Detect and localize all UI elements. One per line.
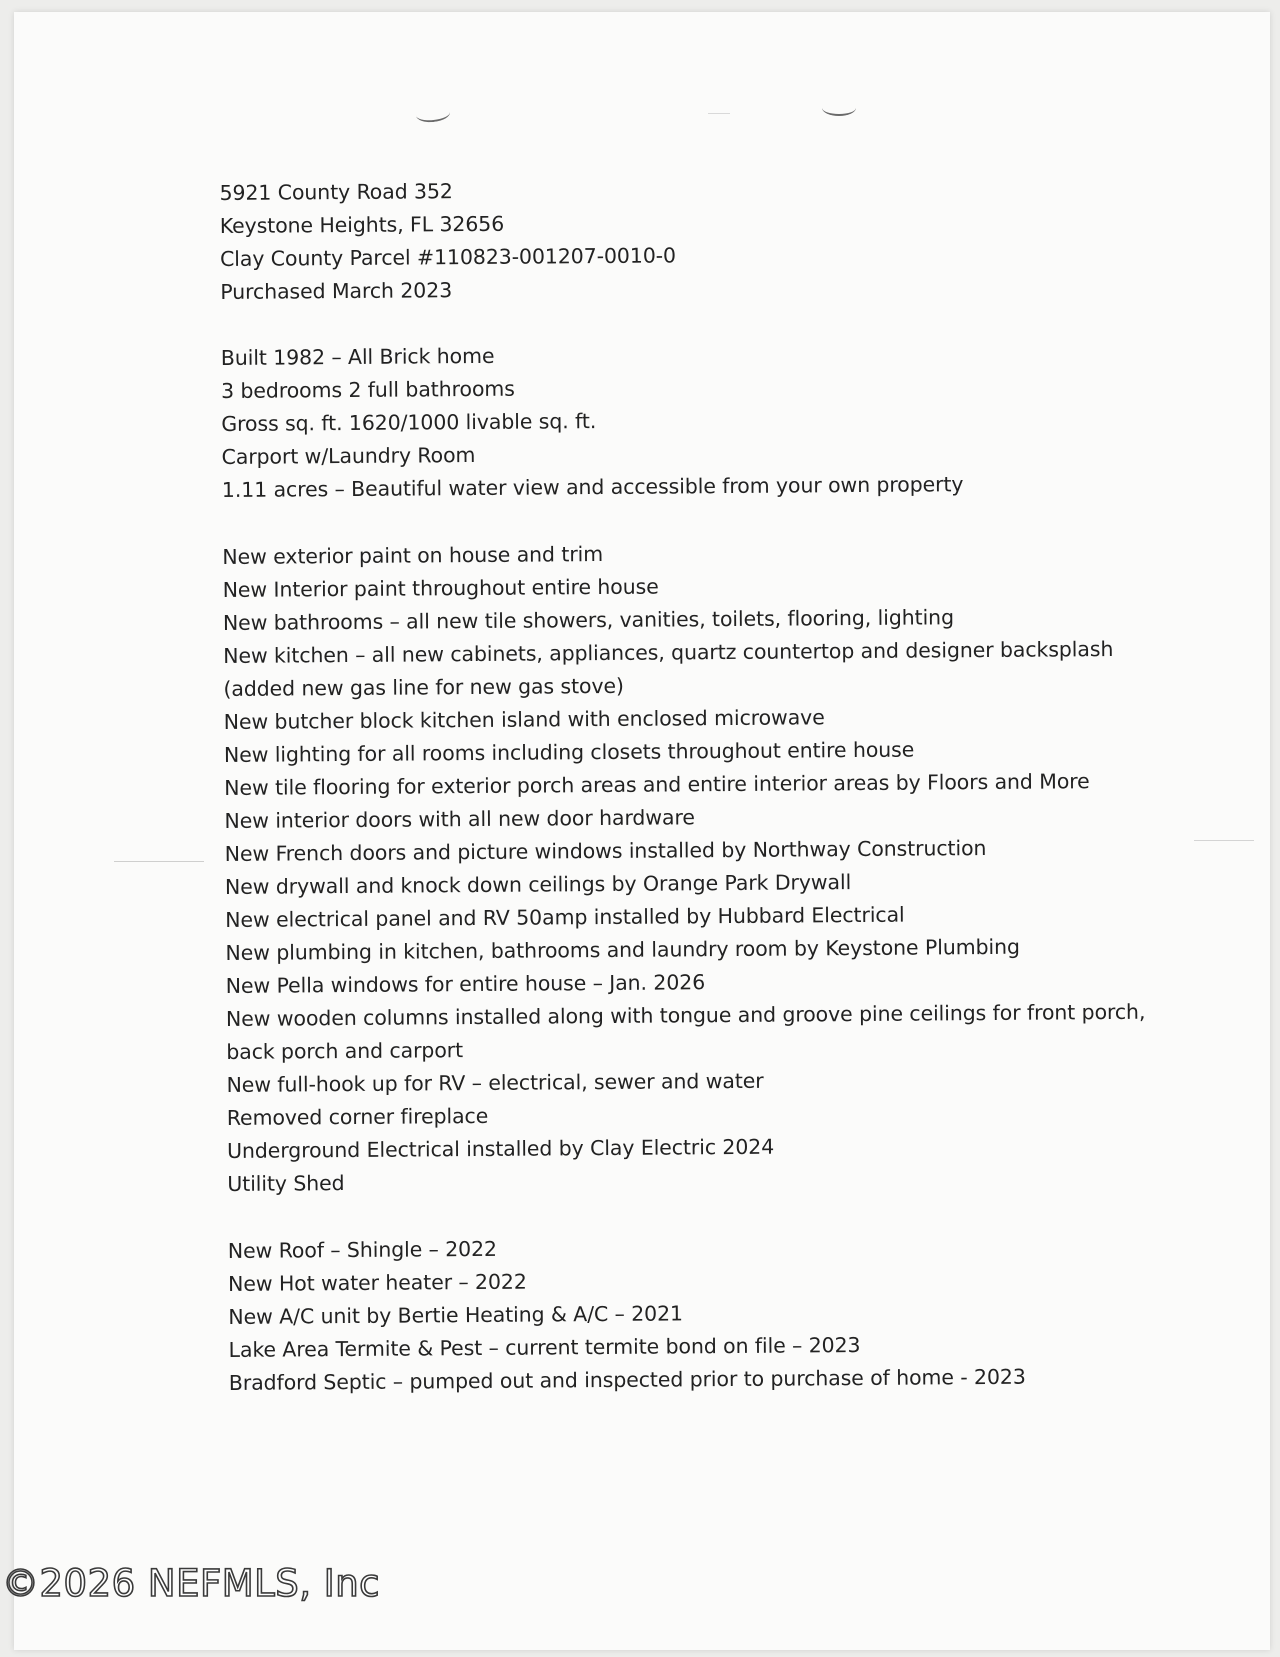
- purchase-date: Purchased March 2023: [220, 278, 453, 304]
- copyright-watermark: ©2026 NEFMLS, Inc: [2, 1562, 381, 1605]
- scan-artifact: [114, 861, 204, 862]
- property-line: Built 1982 – All Brick home: [220, 343, 495, 370]
- improvement-line: New full-hook up for RV – electrical, sewer and water: [226, 1068, 764, 1097]
- improvement-line: New electrical panel and RV 50amp installed by Hubbard Electrical: [225, 902, 905, 932]
- property-line: 1.11 acres – Beautiful water view and accessible from your own property: [221, 472, 964, 502]
- improvement-line: New plumbing in kitchen, bathrooms and laundry room by Keystone Plumbing: [225, 934, 1020, 965]
- address-city: Keystone Heights, FL 32656: [219, 211, 505, 238]
- improvement-line: New lighting for all rooms including closets throughout entire house: [223, 737, 915, 767]
- hole-punch-mark-left: [415, 104, 450, 123]
- improvement-line: New butcher block kitchen island with enclosed microwave: [223, 705, 825, 734]
- system-line: New A/C unit by Bertie Heating & A/C – 2021: [228, 1301, 684, 1329]
- improvement-line: (added new gas line for new gas stove): [223, 673, 624, 701]
- improvement-line: Underground Electrical installed by Clay Electric 2024: [226, 1134, 775, 1163]
- scan-artifact: [708, 113, 730, 114]
- improvement-line: New drywall and knock down ceilings by Orange Park Drywall: [224, 870, 852, 899]
- improvement-line: New French doors and picture windows installed by Northway Construction: [224, 835, 987, 866]
- hole-punch-mark-right: [822, 100, 856, 116]
- property-line: Gross sq. ft. 1620/1000 livable sq. ft.: [221, 409, 597, 436]
- improvement-line: New exterior paint on house and trim: [222, 541, 604, 569]
- scan-artifact: [1194, 840, 1254, 841]
- improvement-line: New kitchen – all new cabinets, appliances, quartz countertop and designer backsplash: [223, 636, 1114, 668]
- address-street: 5921 County Road 352: [219, 179, 453, 205]
- improvement-line: New tile flooring for exterior porch areas and entire interior areas by Floors and More: [224, 769, 1090, 800]
- improvement-line: New wooden columns installed along with tongue and groove pine ceilings for front porch,: [225, 999, 1146, 1031]
- improvement-line: New Pella windows for entire house – Jan. 2026: [225, 970, 706, 998]
- improvement-line: Utility Shed: [227, 1171, 345, 1196]
- improvement-line: New bathrooms – all new tile showers, vanities, toilets, flooring, lighting: [222, 605, 955, 635]
- system-line: Lake Area Termite & Pest – current termite bond on file – 2023: [228, 1332, 861, 1362]
- improvement-line: New Interior paint throughout entire house: [222, 574, 659, 602]
- system-line: New Roof – Shingle – 2022: [227, 1236, 498, 1263]
- parcel-number: Clay County Parcel #110823-001207-0010-0: [219, 243, 677, 271]
- property-line: Carport w/Laundry Room: [221, 442, 476, 469]
- property-line: 3 bedrooms 2 full bathrooms: [220, 376, 515, 403]
- improvement-line: back porch and carport: [226, 1038, 464, 1064]
- system-line: New Hot water heater – 2022: [227, 1269, 527, 1296]
- improvement-line: Removed corner fireplace: [226, 1103, 489, 1130]
- system-line: Bradford Septic – pumped out and inspected prior to purchase of home - 2023: [228, 1364, 1026, 1395]
- improvement-line: New interior doors with all new door hardware: [224, 805, 695, 833]
